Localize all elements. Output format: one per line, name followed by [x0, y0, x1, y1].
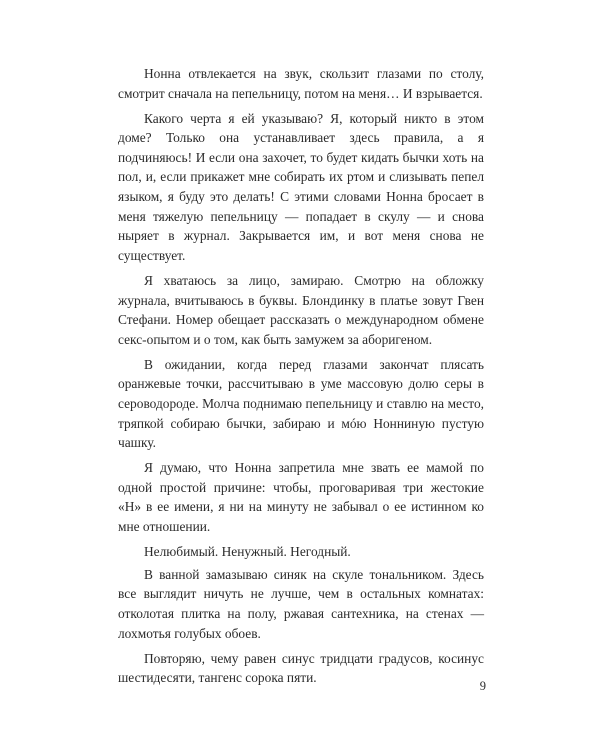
paragraph-4: В ожидании, когда перед глазами закончат плясать оранжевые точки, рассчитываю в уме массовую долю серы в сероводороде. Молча поднимаю пепельницу и ставлю на место, тряпкой собираю бычки, забираю и мóю Нонниную пустую чашку.	[118, 356, 484, 451]
paragraph-7: В ванной замазываю синяк на скуле тональником. Здесь все выглядит ничуть не лучше, чем в остальных комнатах: отколотая плитка на полу, ржавая сантехника, на стенах — лохмотья голубых обоев.	[118, 566, 484, 641]
paragraph-2: Какого черта я ей указываю? Я, который никто в этом доме? Только она устанавливает здесь правила, а я подчиняюсь! И если она захочет, то будет кидать бычки хоть на пол, и, если прикажет мне собирать их ртом и слизывать пепел языком, я буду это делать! С этими словами Нонна бросает в меня тяжелую пепельницу — попадает в скулу — и снова ныряет в журнал. Закрывается им, и вот меня снова не существует.	[118, 110, 484, 263]
paragraph-6: Нелюбимый. Ненужный. Негодный.	[144, 544, 351, 560]
body-text	[118, 64, 484, 693]
paragraph-1: Нонна отвлекается на звук, скользит глазами по столу, смотрит сначала на пепельницу, потом на меня… И взрывается.	[118, 66, 484, 101]
paragraph-8: Повторяю, чему равен синус тридцати градусов, косинус шестидесяти, тангенс сорока пяти.	[118, 650, 484, 686]
paragraph-3: Я хватаюсь за лицо, замираю. Смотрю на обложку журнала, вчитываюсь в буквы. Блондинку в платье зовут Гвен Стефани. Номер обещает рассказать о международном обмене секс-опытом и о том, как быть замужем за аборигеном.	[118, 272, 484, 347]
page-number: 9	[479, 679, 486, 693]
paragraph-5: Я думаю, что Нонна запретила мне звать ее мамой по одной простой причине: чтобы, проговаривая три жестокие «Н» в ее имени, я ни на минуту не забывал о ее истинном ко мне отношении.	[118, 460, 484, 535]
